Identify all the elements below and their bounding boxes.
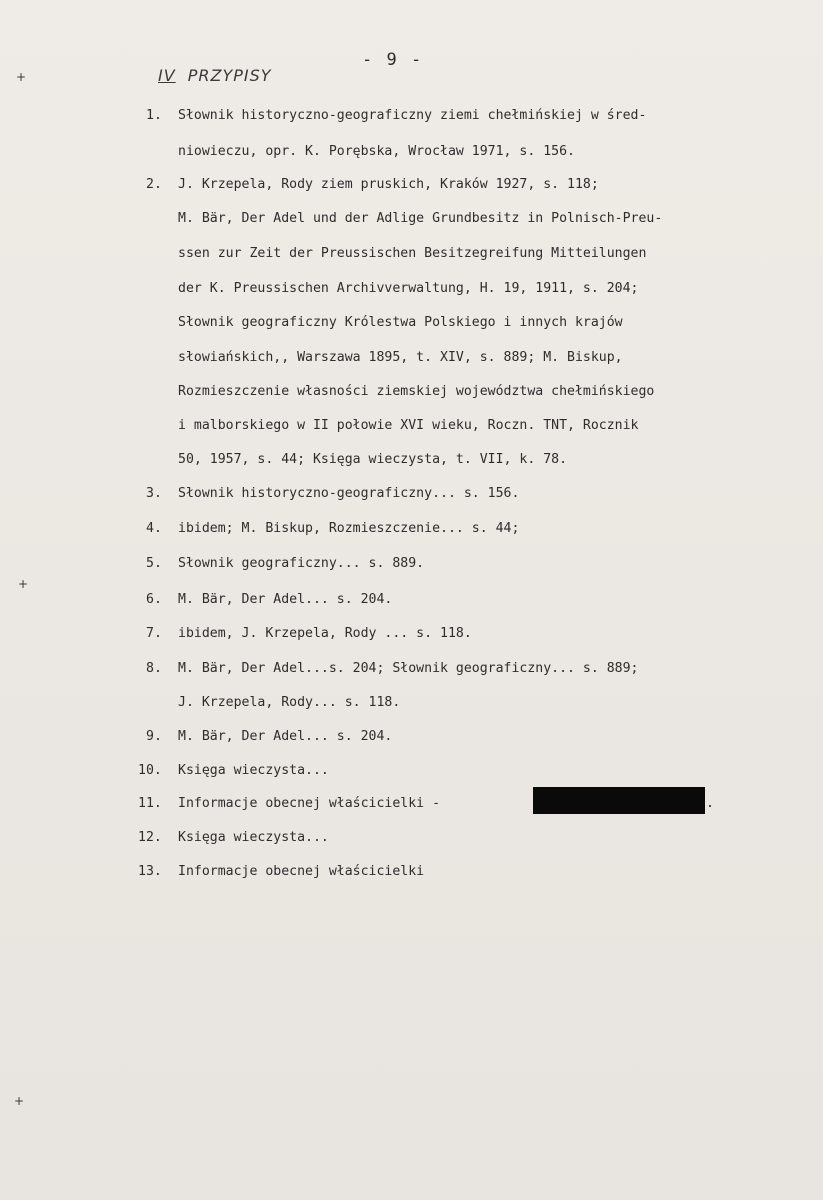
section-heading xyxy=(158,66,272,85)
footnote-line: Słownik geograficzny... s. 889. xyxy=(178,556,425,571)
footnote-number: 10. xyxy=(138,763,162,778)
footnote-number: 1. xyxy=(146,108,162,123)
footnote-number: 3. xyxy=(146,486,162,501)
footnote-line: ssen zur Zeit der Preussischen Besitzegreifung Mitteilungen xyxy=(178,246,647,261)
footnote-line: i malborskiego w II połowie XVI wieku, Roczn. TNT, Rocznik xyxy=(178,418,639,433)
margin-mark-icon: + xyxy=(18,577,29,591)
footnote-line: M. Bär, Der Adel... s. 204. xyxy=(178,592,393,607)
footnote-line: M. Bär, Der Adel und der Adlige Grundbesitz in Polnisch-Preu- xyxy=(178,211,663,226)
footnote-line: niowieczu, opr. K. Porębska, Wrocław 1971, s. 156. xyxy=(178,144,575,159)
footnote-line: Słownik historyczno-geograficzny... s. 156. xyxy=(178,486,520,501)
section-numeral: IV xyxy=(158,66,176,85)
footnote-line: Księga wieczysta... xyxy=(178,830,329,845)
footnote-line: słowiańskich,, Warszawa 1895, t. XIV, s. 889; M. Biskup, xyxy=(178,350,623,365)
footnote-number: 2. xyxy=(146,177,162,192)
footnote-line: der K. Preussischen Archivverwaltung, H. 19, 1911, s. 204; xyxy=(178,281,639,296)
section-title: PRZYPISY xyxy=(187,66,272,85)
footnote-number: 12. xyxy=(138,830,162,845)
footnote-line: Rozmieszczenie własności ziemskiej województwa chełmińskiego xyxy=(178,384,655,399)
footnote-number: 4. xyxy=(146,521,162,536)
footnote-number: 13. xyxy=(138,864,162,879)
footnote-number: 6. xyxy=(146,592,162,607)
footnote-line: Słownik geograficzny Królestwa Polskiego i innych krajów xyxy=(178,315,623,330)
footnote-number: 7. xyxy=(146,626,162,641)
footnote-line: M. Bär, Der Adel... s. 204. xyxy=(178,729,393,744)
redaction-block xyxy=(533,787,705,814)
footnote-line: J. Krzepela, Rody ziem pruskich, Kraków 1927, s. 118; xyxy=(178,177,599,192)
footnote-line: J. Krzepela, Rody... s. 118. xyxy=(178,695,401,710)
footnote-line: Księga wieczysta... xyxy=(178,763,329,778)
page-number: - 9 - xyxy=(362,50,424,70)
footnote-line: ibidem, J. Krzepela, Rody ... s. 118. xyxy=(178,626,472,641)
footnote-line: Informacje obecnej właścicielki - xyxy=(178,796,441,811)
margin-mark-icon: + xyxy=(14,1094,25,1108)
footnote-number: 11. xyxy=(138,796,162,811)
footnote-number: 8. xyxy=(146,661,162,676)
footnote-number: 9. xyxy=(146,729,162,744)
footnote-line: M. Bär, Der Adel...s. 204; Słownik geograficzny... s. 889; xyxy=(178,661,639,676)
footnote-line: Słownik historyczno-geograficzny ziemi chełmińskiej w śred- xyxy=(178,108,647,123)
footnote-line: Informacje obecnej właścicielki xyxy=(178,864,425,879)
footnote-number: 5. xyxy=(146,556,162,571)
footnote-trailing-period: . xyxy=(706,796,714,811)
footnote-line: ibidem; M. Biskup, Rozmieszczenie... s. 44; xyxy=(178,521,520,536)
margin-mark-icon: + xyxy=(16,70,27,84)
footnote-line: 50, 1957, s. 44; Księga wieczysta, t. VII, k. 78. xyxy=(178,452,568,467)
